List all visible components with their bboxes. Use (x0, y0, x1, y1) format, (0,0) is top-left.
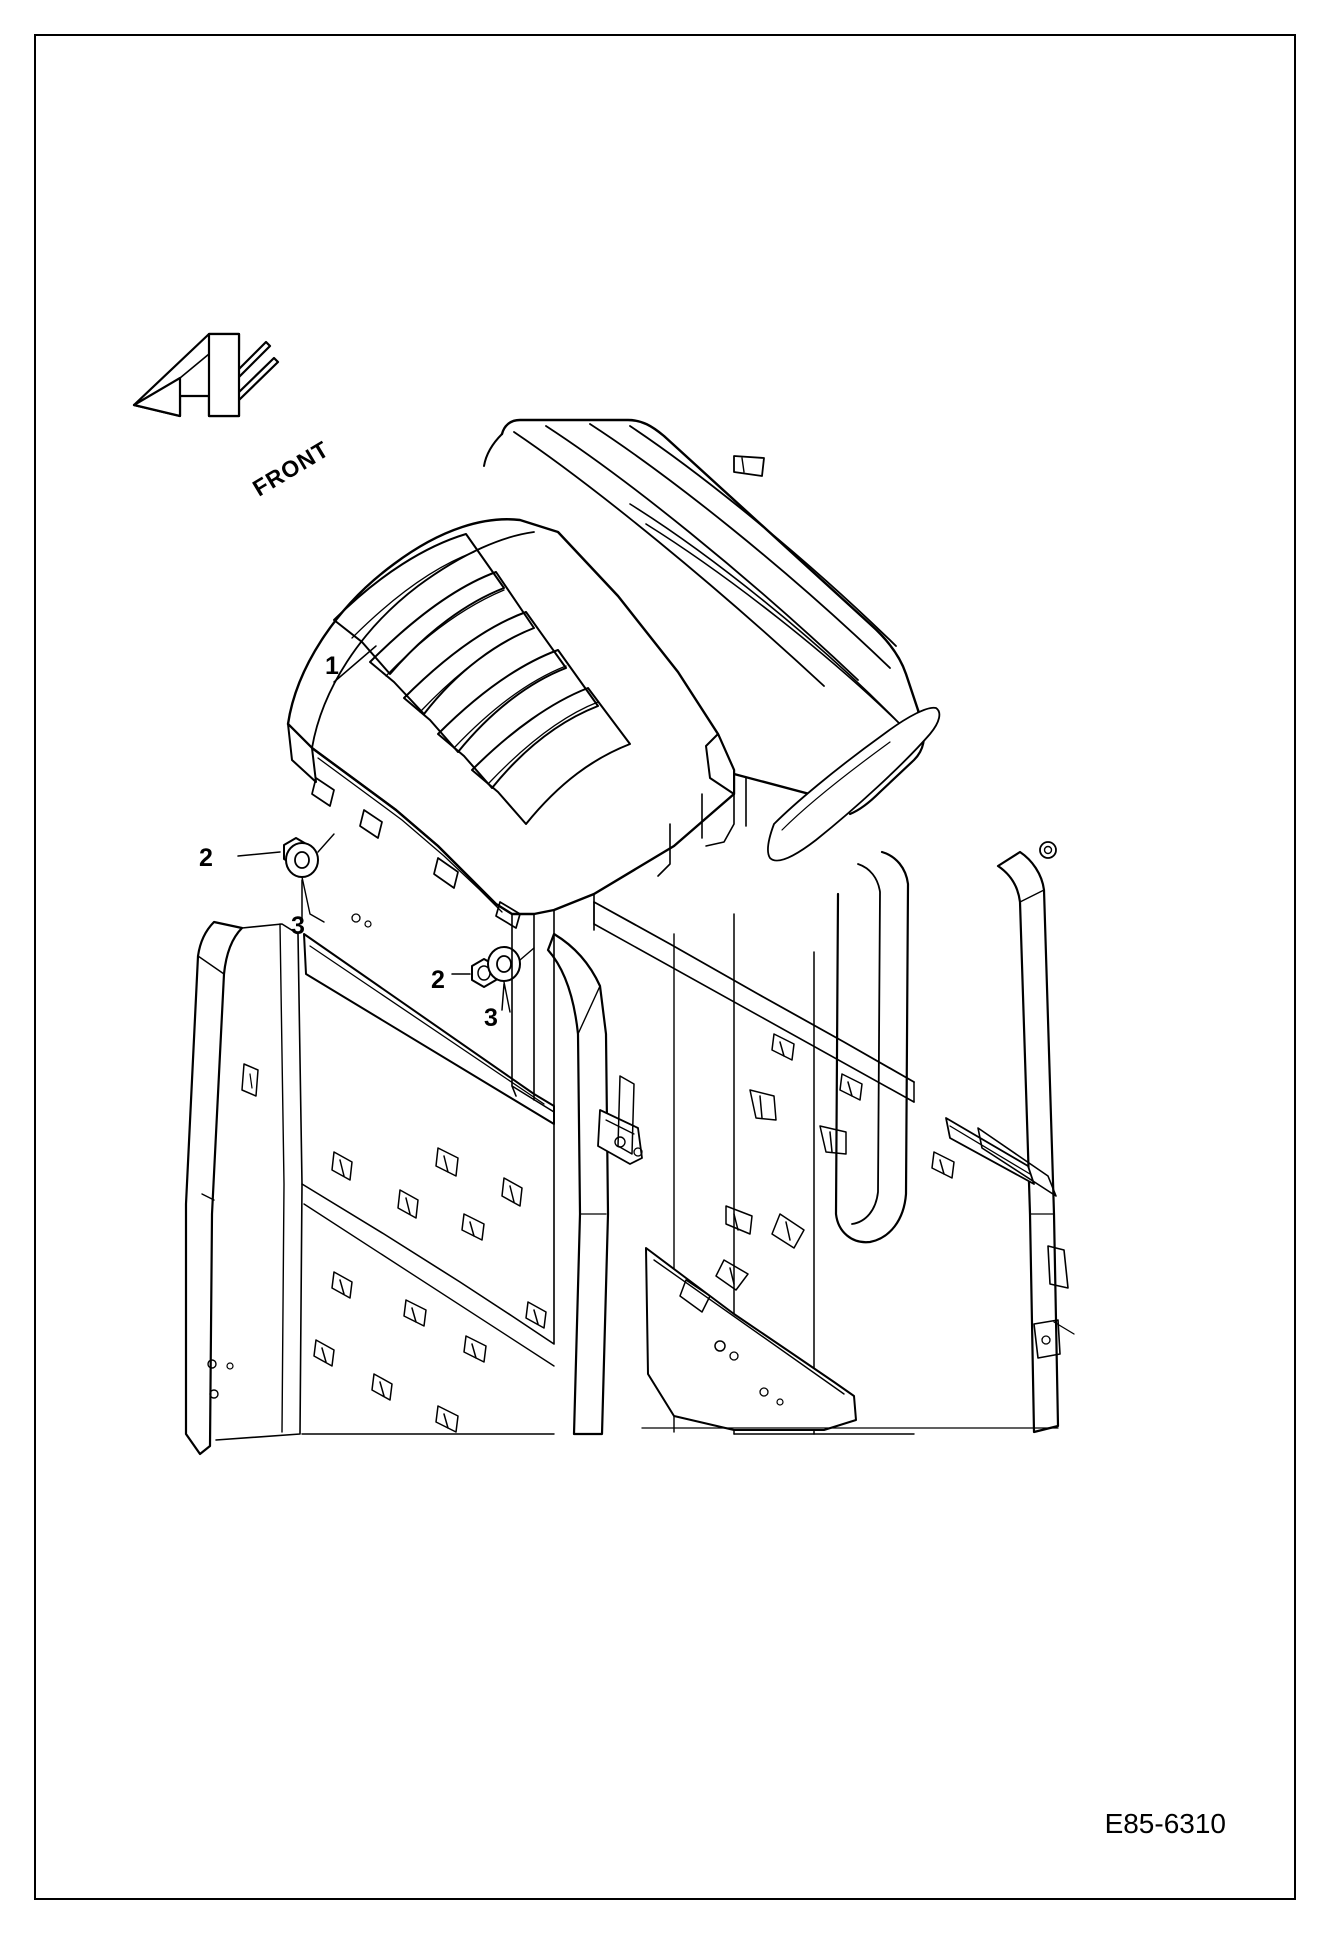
washer-upper (286, 843, 318, 877)
figure-code: E85-6310 (1104, 1808, 1226, 1839)
technical-drawing (34, 34, 1296, 1900)
drawing-svg (34, 34, 1296, 1900)
callout-number-2-lower: 2 (431, 966, 445, 994)
callout-number-3-upper: 3 (291, 912, 305, 940)
cab-frame (186, 842, 1074, 1454)
callout-number-1: 1 (325, 652, 339, 680)
callout-number-3-lower: 3 (484, 1004, 498, 1032)
front-arrow-icon (134, 334, 278, 416)
washer-lower (488, 947, 520, 981)
callout-number-2-upper: 2 (199, 844, 213, 872)
fastener-group-upper (284, 834, 334, 922)
front-arrow-label: FRONT (248, 435, 334, 502)
